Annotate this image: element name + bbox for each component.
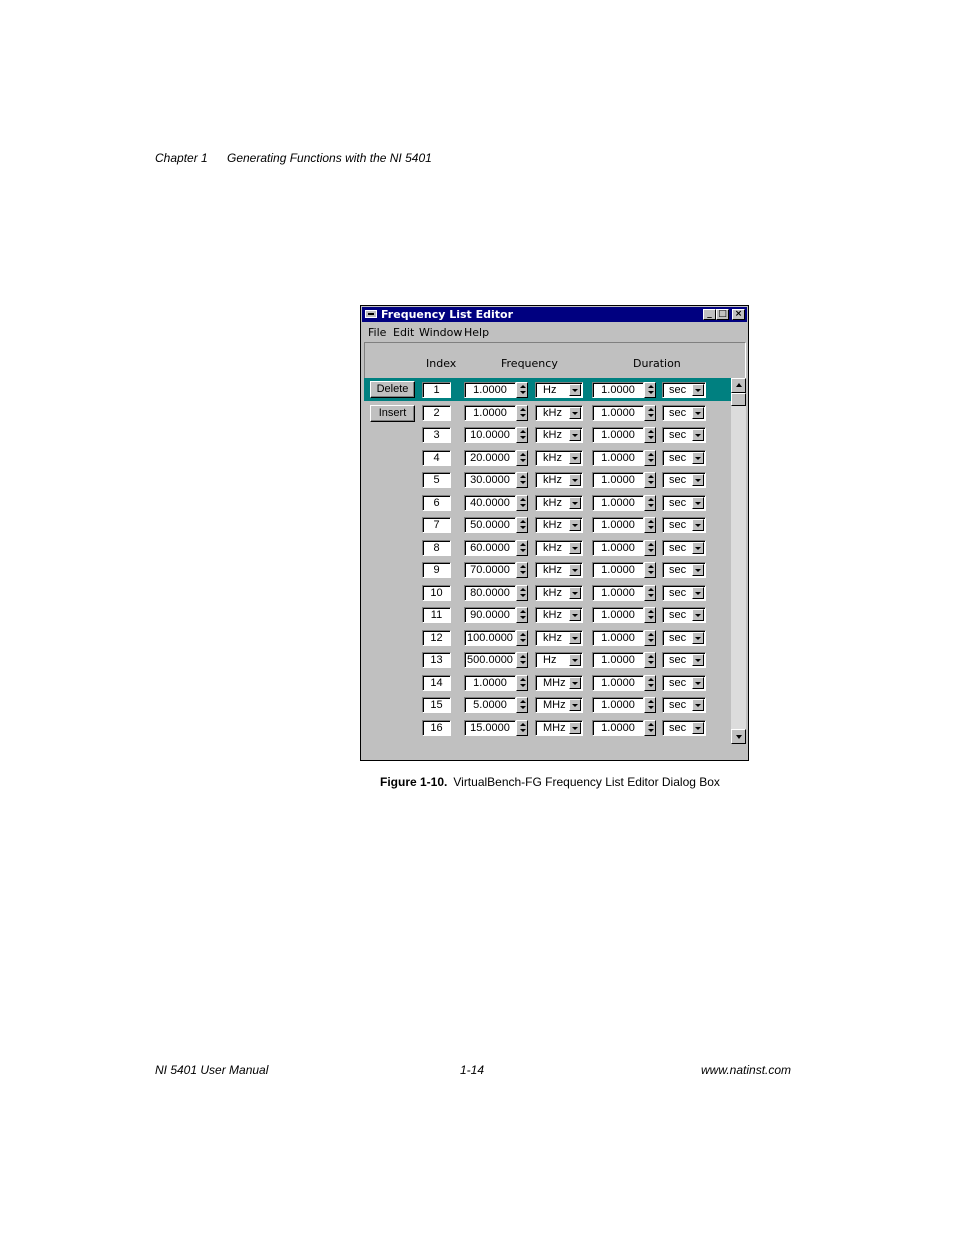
- duration-unit-dropdown-icon[interactable]: [692, 632, 704, 644]
- menu-bar: [362, 324, 747, 341]
- frequency-spinner-icon[interactable]: [516, 450, 528, 466]
- index-field[interactable]: 7: [422, 517, 451, 533]
- figure-caption-text: VirtualBench-FG Frequency List Editor Dialog Box: [453, 775, 720, 789]
- running-header-title: Generating Functions with the NI 5401: [227, 151, 432, 165]
- frequency-field[interactable]: 5.0000: [464, 697, 516, 713]
- duration-spinner-icon[interactable]: [644, 607, 656, 623]
- duration-unit-select[interactable]: sec: [662, 607, 706, 623]
- frequency-spinner-icon[interactable]: [516, 562, 528, 578]
- frequency-spinner-icon[interactable]: [516, 405, 528, 421]
- duration-field[interactable]: 1.0000: [592, 472, 644, 488]
- frequency-unit-dropdown-icon[interactable]: [569, 429, 581, 441]
- index-field[interactable]: 3: [422, 427, 451, 443]
- index-field[interactable]: 12: [422, 630, 451, 646]
- frequency-spinner-icon[interactable]: [516, 540, 528, 556]
- duration-spinner-icon[interactable]: [644, 697, 656, 713]
- frequency-unit-select[interactable]: MHz: [535, 697, 583, 713]
- duration-field[interactable]: 1.0000: [592, 720, 644, 736]
- delete-button[interactable]: Delete: [370, 381, 415, 398]
- duration-unit-dropdown-icon[interactable]: [692, 519, 704, 531]
- duration-unit-dropdown-icon[interactable]: [692, 654, 704, 666]
- index-field[interactable]: 4: [422, 450, 451, 466]
- index-field[interactable]: 15: [422, 697, 451, 713]
- frequency-field[interactable]: 10.0000: [464, 427, 516, 443]
- footer-manual: NI 5401 User Manual: [155, 1063, 269, 1077]
- duration-unit-select[interactable]: sec: [662, 630, 706, 646]
- frequency-unit-select[interactable]: kHz: [535, 495, 583, 511]
- frequency-unit-dropdown-icon[interactable]: [569, 699, 581, 711]
- frequency-spinner-icon[interactable]: [516, 607, 528, 623]
- frequency-unit-dropdown-icon[interactable]: [569, 519, 581, 531]
- frequency-spinner-icon[interactable]: [516, 585, 528, 601]
- duration-unit-select[interactable]: sec: [662, 382, 706, 398]
- title-bar[interactable]: [362, 307, 747, 322]
- duration-field[interactable]: 1.0000: [592, 450, 644, 466]
- frequency-unit-dropdown-icon[interactable]: [569, 677, 581, 689]
- duration-unit-select[interactable]: sec: [662, 472, 706, 488]
- window-title: Frequency List Editor: [381, 308, 514, 321]
- duration-unit-dropdown-icon[interactable]: [692, 497, 704, 509]
- duration-unit-select[interactable]: sec: [662, 562, 706, 578]
- duration-field[interactable]: 1.0000: [592, 540, 644, 556]
- frequency-unit-dropdown-icon[interactable]: [569, 452, 581, 464]
- frequency-field[interactable]: 15.0000: [464, 720, 516, 736]
- vertical-scrollbar[interactable]: [731, 378, 746, 744]
- frequency-field[interactable]: 1.0000: [464, 405, 516, 421]
- duration-spinner-icon[interactable]: [644, 675, 656, 691]
- duration-unit-dropdown-icon[interactable]: [692, 474, 704, 486]
- frequency-field[interactable]: 30.0000: [464, 472, 516, 488]
- duration-spinner-icon[interactable]: [644, 382, 656, 398]
- index-field[interactable]: 14: [422, 675, 451, 691]
- duration-spinner-icon[interactable]: [644, 495, 656, 511]
- frequency-field[interactable]: 80.0000: [464, 585, 516, 601]
- frequency-field[interactable]: 70.0000: [464, 562, 516, 578]
- frequency-spinner-icon[interactable]: [516, 517, 528, 533]
- frequency-unit-select[interactable]: kHz: [535, 427, 583, 443]
- frequency-field[interactable]: 100.0000: [464, 630, 516, 646]
- duration-field[interactable]: 1.0000: [592, 675, 644, 691]
- footer-url: www.natinst.com: [701, 1063, 792, 1077]
- app-icon[interactable]: [365, 310, 377, 318]
- frequency-unit-select[interactable]: kHz: [535, 540, 583, 556]
- frequency-spinner-icon[interactable]: [516, 495, 528, 511]
- duration-unit-dropdown-icon[interactable]: [692, 609, 704, 621]
- frequency-unit-dropdown-icon[interactable]: [569, 587, 581, 599]
- frequency-spinner-icon[interactable]: [516, 472, 528, 488]
- frequency-field[interactable]: 90.0000: [464, 607, 516, 623]
- duration-field[interactable]: 1.0000: [592, 630, 644, 646]
- figure-caption: [380, 775, 720, 789]
- duration-unit-select[interactable]: sec: [662, 720, 706, 736]
- frequency-unit-dropdown-icon[interactable]: [569, 542, 581, 554]
- running-header-chapter: Chapter 1: [155, 151, 208, 165]
- duration-spinner-icon[interactable]: [644, 405, 656, 421]
- frequency-unit-select[interactable]: kHz: [535, 472, 583, 488]
- duration-unit-select[interactable]: sec: [662, 540, 706, 556]
- index-field[interactable]: 8: [422, 540, 451, 556]
- duration-spinner-icon[interactable]: [644, 472, 656, 488]
- duration-unit-select[interactable]: sec: [662, 697, 706, 713]
- duration-field[interactable]: 1.0000: [592, 427, 644, 443]
- insert-button[interactable]: Insert: [370, 405, 415, 422]
- duration-field[interactable]: 1.0000: [592, 607, 644, 623]
- frequency-unit-select[interactable]: kHz: [535, 517, 583, 533]
- frequency-spinner-icon[interactable]: [516, 652, 528, 668]
- duration-spinner-icon[interactable]: [644, 652, 656, 668]
- duration-field[interactable]: 1.0000: [592, 652, 644, 668]
- menu-window[interactable]: Window: [419, 326, 463, 339]
- column-header-duration: Duration: [633, 357, 681, 370]
- frequency-unit-dropdown-icon[interactable]: [569, 609, 581, 621]
- scroll-thumb[interactable]: [731, 393, 746, 406]
- duration-spinner-icon[interactable]: [644, 427, 656, 443]
- frequency-unit-select[interactable]: kHz: [535, 562, 583, 578]
- duration-spinner-icon[interactable]: [644, 720, 656, 736]
- frequency-field[interactable]: 20.0000: [464, 450, 516, 466]
- frequency-unit-dropdown-icon[interactable]: [569, 384, 581, 396]
- frequency-field[interactable]: 50.0000: [464, 517, 516, 533]
- frequency-unit-select[interactable]: kHz: [535, 450, 583, 466]
- duration-unit-dropdown-icon[interactable]: [692, 407, 704, 419]
- close-button[interactable]: ×: [732, 309, 745, 320]
- duration-spinner-icon[interactable]: [644, 517, 656, 533]
- frequency-unit-select[interactable]: MHz: [535, 675, 583, 691]
- footer-page-number: 1-14: [460, 1063, 485, 1077]
- frequency-unit-select[interactable]: MHz: [535, 720, 583, 736]
- index-field[interactable]: 10: [422, 585, 451, 601]
- duration-unit-select[interactable]: sec: [662, 405, 706, 421]
- frequency-spinner-icon[interactable]: [516, 675, 528, 691]
- duration-field[interactable]: 1.0000: [592, 585, 644, 601]
- duration-field[interactable]: 1.0000: [592, 562, 644, 578]
- index-field[interactable]: 6: [422, 495, 451, 511]
- column-header-index: Index: [426, 357, 457, 370]
- frequency-unit-dropdown-icon[interactable]: [569, 632, 581, 644]
- frequency-unit-select[interactable]: kHz: [535, 630, 583, 646]
- menu-edit[interactable]: Edit: [393, 326, 415, 339]
- frequency-unit-dropdown-icon[interactable]: [569, 474, 581, 486]
- frequency-list-editor-window: [360, 305, 749, 761]
- duration-spinner-icon[interactable]: [644, 540, 656, 556]
- index-field[interactable]: 11: [422, 607, 451, 623]
- duration-unit-select[interactable]: sec: [662, 427, 706, 443]
- frequency-unit-dropdown-icon[interactable]: [569, 722, 581, 734]
- duration-unit-select[interactable]: sec: [662, 652, 706, 668]
- frequency-unit-dropdown-icon[interactable]: [569, 407, 581, 419]
- duration-unit-dropdown-icon[interactable]: [692, 384, 704, 396]
- duration-unit-dropdown-icon[interactable]: [692, 722, 704, 734]
- duration-spinner-icon[interactable]: [644, 630, 656, 646]
- index-field[interactable]: 2: [422, 405, 451, 421]
- duration-unit-dropdown-icon[interactable]: [692, 699, 704, 711]
- duration-spinner-icon[interactable]: [644, 450, 656, 466]
- duration-field[interactable]: 1.0000: [592, 495, 644, 511]
- duration-unit-dropdown-icon[interactable]: [692, 677, 704, 689]
- duration-unit-select[interactable]: sec: [662, 675, 706, 691]
- duration-unit-dropdown-icon[interactable]: [692, 429, 704, 441]
- frequency-field[interactable]: 1.0000: [464, 675, 516, 691]
- frequency-spinner-icon[interactable]: [516, 382, 528, 398]
- duration-unit-select[interactable]: sec: [662, 517, 706, 533]
- frequency-field[interactable]: 60.0000: [464, 540, 516, 556]
- duration-spinner-icon[interactable]: [644, 562, 656, 578]
- duration-unit-dropdown-icon[interactable]: [692, 564, 704, 576]
- duration-unit-dropdown-icon[interactable]: [692, 452, 704, 464]
- frequency-unit-dropdown-icon[interactable]: [569, 564, 581, 576]
- duration-unit-select[interactable]: sec: [662, 495, 706, 511]
- frequency-unit-select[interactable]: kHz: [535, 405, 583, 421]
- frequency-unit-select[interactable]: Hz: [535, 382, 583, 398]
- index-field[interactable]: 1: [422, 382, 451, 398]
- index-field[interactable]: 16: [422, 720, 451, 736]
- frequency-unit-dropdown-icon[interactable]: [569, 654, 581, 666]
- duration-unit-dropdown-icon[interactable]: [692, 587, 704, 599]
- frequency-unit-select[interactable]: kHz: [535, 585, 583, 601]
- frequency-unit-select[interactable]: kHz: [535, 607, 583, 623]
- frequency-spinner-icon[interactable]: [516, 720, 528, 736]
- index-field[interactable]: 5: [422, 472, 451, 488]
- duration-field[interactable]: 1.0000: [592, 405, 644, 421]
- duration-field[interactable]: 1.0000: [592, 517, 644, 533]
- figure-label: Figure 1-10.: [380, 775, 448, 789]
- menu-file[interactable]: File: [368, 326, 387, 339]
- column-header-frequency: Frequency: [501, 357, 558, 370]
- frequency-spinner-icon[interactable]: [516, 697, 528, 713]
- duration-spinner-icon[interactable]: [644, 585, 656, 601]
- duration-field[interactable]: 1.0000: [592, 382, 644, 398]
- frequency-unit-dropdown-icon[interactable]: [569, 497, 581, 509]
- menu-help[interactable]: Help: [464, 326, 490, 339]
- minimize-button[interactable]: _: [703, 309, 716, 320]
- duration-field[interactable]: 1.0000: [592, 697, 644, 713]
- frequency-spinner-icon[interactable]: [516, 427, 528, 443]
- frequency-unit-select[interactable]: Hz: [535, 652, 583, 668]
- index-field[interactable]: 13: [422, 652, 451, 668]
- maximize-button[interactable]: □: [716, 309, 729, 320]
- frequency-field[interactable]: 1.0000: [464, 382, 516, 398]
- duration-unit-select[interactable]: sec: [662, 585, 706, 601]
- scroll-down-arrow-icon[interactable]: [731, 729, 746, 744]
- index-field[interactable]: 9: [422, 562, 451, 578]
- scroll-up-arrow-icon[interactable]: [731, 378, 746, 393]
- duration-unit-select[interactable]: sec: [662, 450, 706, 466]
- frequency-field[interactable]: 500.0000: [464, 652, 516, 668]
- frequency-field[interactable]: 40.0000: [464, 495, 516, 511]
- frequency-spinner-icon[interactable]: [516, 630, 528, 646]
- duration-unit-dropdown-icon[interactable]: [692, 542, 704, 554]
